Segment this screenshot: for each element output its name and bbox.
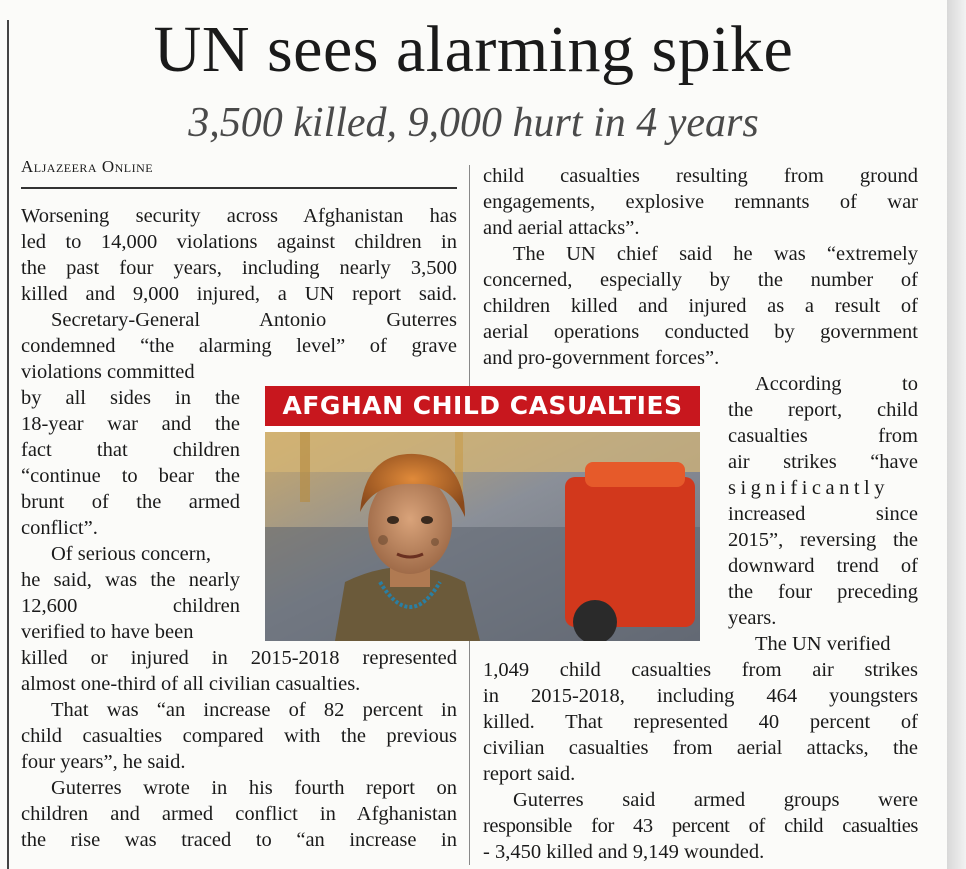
body-line: and pro-government forces”. — [483, 347, 720, 369]
body-line: the report, child — [728, 399, 918, 421]
body-line: led to 14,000 violations against children in — [21, 231, 457, 253]
body-line: significantly — [728, 477, 889, 499]
body-line: children killed and injured as a result of — [483, 295, 918, 317]
body-line: the past four years, including nearly 3,500 — [21, 257, 457, 279]
figure-banner: AFGHAN CHILD CASUALTIES — [265, 386, 700, 426]
body-line: almost one-third of all civilian casualties. — [21, 673, 361, 695]
child-photo-icon — [265, 432, 700, 641]
body-line: and aerial attacks”. — [483, 217, 640, 239]
body-line: increased since — [728, 503, 918, 525]
body-line: downward trend of — [728, 555, 918, 577]
body-line: killed or injured in 2015-2018 represented — [21, 647, 457, 669]
body-line: civilian casualties from aerial attacks, the — [483, 737, 918, 759]
photo-figure — [265, 386, 700, 641]
body-line: four years”, he said. — [21, 751, 186, 773]
body-line: in 2015-2018, including 464 youngsters — [483, 685, 918, 707]
body-line: verified to have been — [21, 621, 194, 643]
body-line: 18-year war and the — [21, 413, 240, 435]
body-line: by all sides in the — [21, 387, 240, 409]
body-line: child casualties resulting from ground — [483, 165, 918, 187]
headline: UN sees alarming spike — [153, 13, 794, 86]
body-line: aerial operations conducted by government — [483, 321, 918, 343]
body-line: 1,049 child casualties from air strikes — [483, 659, 918, 681]
body-line: brunt of the armed — [21, 491, 240, 513]
body-line: air strikes “have — [728, 451, 918, 473]
body-line: child casualties compared with the previous — [21, 725, 457, 747]
byline: Aljazeera Online — [21, 157, 154, 176]
body-line: Guterres said armed groups were — [513, 789, 918, 811]
body-line: years. — [728, 607, 777, 629]
body-line: condemned “the alarming level” of grave — [21, 335, 457, 357]
body-line: report said. — [483, 763, 576, 785]
body-line: That was “an increase of 82 percent in — [51, 699, 457, 721]
body-line: Of serious concern, — [51, 543, 211, 565]
body-line: casualties from — [728, 425, 918, 447]
body-line: Secretary-General Antonio Guterres — [51, 309, 457, 331]
body-line: conflict”. — [21, 517, 98, 539]
body-line: killed and 9,000 injured, a UN report said. — [21, 283, 457, 305]
body-line: The UN chief said he was “extremely — [513, 243, 918, 265]
byline-rule — [21, 187, 457, 189]
body-line: the rise was traced to “an increase in — [21, 829, 457, 851]
body-line: Worsening security across Afghanistan has — [21, 205, 457, 227]
body-line: fact that children — [21, 439, 240, 461]
body-line: children and armed conflict in Afghanistan — [21, 803, 457, 825]
body-line: violations committed — [21, 361, 195, 383]
body-line: - 3,450 killed and 9,149 wounded. — [483, 841, 765, 863]
body-line: According to — [755, 373, 918, 395]
body-line: engagements, explosive remnants of war — [483, 191, 918, 213]
body-line: killed. That represented 40 percent of — [483, 711, 918, 733]
body-line: the four preceding — [728, 581, 918, 603]
subheadline: 3,500 killed, 9,000 hurt in 4 years — [188, 100, 759, 146]
body-line: responsible for 43 percent of child casualties — [483, 815, 918, 837]
body-line: 2015”, reversing the — [728, 529, 918, 551]
body-line: concerned, especially by the number of — [483, 269, 918, 291]
body-line: “continue to bear the — [21, 465, 240, 487]
page-edge — [947, 0, 966, 869]
body-line: Guterres wrote in his fourth report on — [51, 777, 457, 799]
body-line: The UN verified — [755, 633, 891, 655]
body-line: 12,600 children — [21, 595, 240, 617]
body-line: he said, was the nearly — [21, 569, 240, 591]
